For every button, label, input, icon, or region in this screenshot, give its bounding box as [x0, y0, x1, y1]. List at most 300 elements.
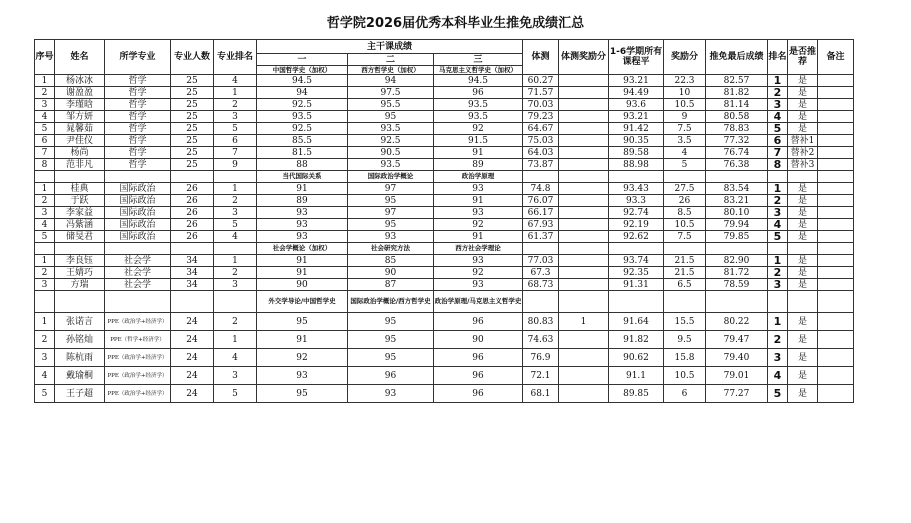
- cell-major-rank: 5: [214, 219, 257, 231]
- course-name: 国际政治学概论/西方哲学史: [348, 291, 434, 313]
- cell-major-rank: 1: [214, 255, 257, 267]
- cell-gpa: 93.6: [609, 99, 664, 111]
- cell-rank: 1: [768, 183, 788, 195]
- cell-bonus: 27.5: [664, 183, 706, 195]
- cell-course-2: 97.5: [348, 87, 434, 99]
- cell-major: PPE（政治学+经济学）: [105, 385, 171, 403]
- cell-seq: 2: [35, 331, 55, 349]
- cell-gpa: 91.64: [609, 313, 664, 331]
- cell-name: 谢盈盈: [55, 87, 105, 99]
- cell-major-rank: 9: [214, 159, 257, 171]
- cell-major: PPE（政治学+经济学）: [105, 313, 171, 331]
- cell-course-1: 88: [257, 159, 348, 171]
- cell-pe-bonus: [559, 279, 609, 291]
- blank-cell: [788, 243, 818, 255]
- blank-cell: [214, 171, 257, 183]
- cell-course-2: 85: [348, 255, 434, 267]
- course-name: 社会学概论（加权）: [257, 243, 348, 255]
- blank-cell: [768, 291, 788, 313]
- header-final: 推免最后成绩: [706, 40, 768, 75]
- cell-course-3: 92: [434, 267, 523, 279]
- cell-seq: 6: [35, 135, 55, 147]
- cell-rank: 4: [768, 367, 788, 385]
- cell-course-2: 93: [348, 385, 434, 403]
- cell-course-3: 91: [434, 231, 523, 243]
- cell-course-3: 96: [434, 313, 523, 331]
- course-name: 外交学导论/中国哲学史: [257, 291, 348, 313]
- header-name: 姓名: [55, 40, 105, 75]
- cell-major-count: 25: [171, 147, 214, 159]
- cell-recommended: 是: [788, 231, 818, 243]
- cell-recommended: 是: [788, 219, 818, 231]
- cell-bonus: 10.5: [664, 219, 706, 231]
- blank-cell: [768, 243, 788, 255]
- cell-course-3: 91: [434, 195, 523, 207]
- cell-course-2: 93: [348, 231, 434, 243]
- cell-seq: 2: [35, 195, 55, 207]
- blank-cell: [664, 171, 706, 183]
- cell-pe: 60.27: [523, 75, 559, 87]
- cell-gpa: 94.49: [609, 87, 664, 99]
- blank-cell: [768, 171, 788, 183]
- cell-course-1: 91: [257, 267, 348, 279]
- cell-seq: 4: [35, 111, 55, 123]
- cell-final: 82.57: [706, 75, 768, 87]
- cell-recommended: 是: [788, 349, 818, 367]
- cell-course-1: 93: [257, 207, 348, 219]
- cell-recommended: 是: [788, 195, 818, 207]
- cell-final: 79.01: [706, 367, 768, 385]
- header-rank: 排名: [768, 40, 788, 75]
- cell-rank: 4: [768, 219, 788, 231]
- cell-pe: 70.03: [523, 99, 559, 111]
- cell-major: PPE（哲学+经济学）: [105, 331, 171, 349]
- cell-major: 社会学: [105, 267, 171, 279]
- cell-remark: [818, 231, 854, 243]
- cell-major-rank: 3: [214, 367, 257, 385]
- cell-rank: 5: [768, 123, 788, 135]
- course-name: 西方社会学理论: [434, 243, 523, 255]
- cell-recommended: 是: [788, 207, 818, 219]
- cell-course-2: 90.5: [348, 147, 434, 159]
- cell-recommended: 是: [788, 385, 818, 403]
- cell-course-3: 96: [434, 385, 523, 403]
- cell-major-count: 25: [171, 111, 214, 123]
- cell-pe-bonus: [559, 159, 609, 171]
- cell-major-count: 34: [171, 255, 214, 267]
- header-course-1: 一: [257, 54, 348, 66]
- cell-course-1: 93: [257, 367, 348, 385]
- cell-pe: 74.8: [523, 183, 559, 195]
- cell-name: 冯紫涵: [55, 219, 105, 231]
- cell-major-rank: 3: [214, 207, 257, 219]
- cell-pe: 79.23: [523, 111, 559, 123]
- cell-pe-bonus: 1: [559, 313, 609, 331]
- cell-bonus: 7.5: [664, 123, 706, 135]
- cell-recommended: 是: [788, 367, 818, 385]
- cell-course-2: 95: [348, 219, 434, 231]
- cell-bonus: 22.3: [664, 75, 706, 87]
- blank-cell: [55, 243, 105, 255]
- cell-major-count: 25: [171, 159, 214, 171]
- blank-cell: [35, 171, 55, 183]
- cell-name: 孙铭灿: [55, 331, 105, 349]
- course-subheader-row: [35, 243, 854, 255]
- cell-course-3: 93: [434, 255, 523, 267]
- cell-seq: 4: [35, 367, 55, 385]
- cell-recommended: 是: [788, 75, 818, 87]
- cell-remark: [818, 267, 854, 279]
- cell-course-1: 81.5: [257, 147, 348, 159]
- cell-final: 79.47: [706, 331, 768, 349]
- cell-seq: 3: [35, 279, 55, 291]
- cell-course-1: 91: [257, 255, 348, 267]
- cell-major-count: 26: [171, 207, 214, 219]
- cell-rank: 2: [768, 195, 788, 207]
- cell-course-1: 89: [257, 195, 348, 207]
- header-recommended: 是否推荐: [788, 40, 818, 75]
- cell-final: 80.22: [706, 313, 768, 331]
- table-row: [35, 349, 854, 367]
- cell-seq: 5: [35, 385, 55, 403]
- course-subheader-row: [35, 171, 854, 183]
- cell-bonus: 15.5: [664, 313, 706, 331]
- cell-course-3: 92: [434, 219, 523, 231]
- cell-gpa: 93.21: [609, 75, 664, 87]
- cell-major: 国际政治: [105, 183, 171, 195]
- cell-pe-bonus: [559, 385, 609, 403]
- blank-cell: [523, 291, 559, 313]
- cell-name: 张诺言: [55, 313, 105, 331]
- cell-pe: 77.03: [523, 255, 559, 267]
- cell-pe-bonus: [559, 267, 609, 279]
- cell-major-count: 26: [171, 219, 214, 231]
- cell-pe-bonus: [559, 123, 609, 135]
- cell-seq: 3: [35, 207, 55, 219]
- blank-cell: [818, 171, 854, 183]
- blank-cell: [105, 243, 171, 255]
- table-row: [35, 255, 854, 267]
- cell-rank: 3: [768, 279, 788, 291]
- cell-pe-bonus: [559, 219, 609, 231]
- cell-name: 范非凡: [55, 159, 105, 171]
- blank-cell: [664, 243, 706, 255]
- cell-name: 王婧巧: [55, 267, 105, 279]
- cell-final: 79.40: [706, 349, 768, 367]
- blank-cell: [105, 171, 171, 183]
- cell-seq: 2: [35, 267, 55, 279]
- cell-final: 77.32: [706, 135, 768, 147]
- header-major: 所学专业: [105, 40, 171, 75]
- cell-bonus: 9: [664, 111, 706, 123]
- cell-course-3: 94.5: [434, 75, 523, 87]
- cell-remark: [818, 313, 854, 331]
- cell-recommended: 替补1: [788, 135, 818, 147]
- cell-bonus: 4: [664, 147, 706, 159]
- blank-cell: [171, 291, 214, 313]
- cell-pe: 74.63: [523, 331, 559, 349]
- cell-course-1: 95: [257, 385, 348, 403]
- cell-course-1: 92.5: [257, 123, 348, 135]
- cell-rank: 5: [768, 231, 788, 243]
- cell-name: 方瑞: [55, 279, 105, 291]
- cell-course-1: 92.5: [257, 99, 348, 111]
- header-pe: 体测: [523, 40, 559, 75]
- cell-gpa: 89.85: [609, 385, 664, 403]
- table-row: [35, 123, 854, 135]
- cell-final: 76.38: [706, 159, 768, 171]
- cell-gpa: 92.62: [609, 231, 664, 243]
- blank-cell: [664, 291, 706, 313]
- cell-course-1: 85.5: [257, 135, 348, 147]
- table-row: [35, 75, 854, 87]
- cell-course-2: 93.5: [348, 159, 434, 171]
- header-main-courses: 主干课成绩: [257, 40, 523, 54]
- cell-pe-bonus: [559, 99, 609, 111]
- cell-major-rank: 2: [214, 99, 257, 111]
- course-name: 当代国际关系: [257, 171, 348, 183]
- cell-bonus: 6.5: [664, 279, 706, 291]
- course-name: 国际政治学概论: [348, 171, 434, 183]
- table-row: [35, 135, 854, 147]
- table-row: [35, 207, 854, 219]
- cell-course-2: 92.5: [348, 135, 434, 147]
- cell-major-count: 24: [171, 385, 214, 403]
- cell-seq: 1: [35, 75, 55, 87]
- cell-pe: 67.93: [523, 219, 559, 231]
- cell-pe: 61.37: [523, 231, 559, 243]
- cell-major: 社会学: [105, 279, 171, 291]
- cell-pe: 76.9: [523, 349, 559, 367]
- course-subheader-row: [35, 291, 854, 313]
- blank-cell: [559, 243, 609, 255]
- cell-pe: 66.17: [523, 207, 559, 219]
- cell-name: 储旻君: [55, 231, 105, 243]
- cell-major-rank: 6: [214, 135, 257, 147]
- cell-name: 李瑾晗: [55, 99, 105, 111]
- cell-bonus: 10.5: [664, 99, 706, 111]
- cell-course-1: 94.5: [257, 75, 348, 87]
- cell-seq: 7: [35, 147, 55, 159]
- cell-course-2: 95: [348, 111, 434, 123]
- cell-major-rank: 1: [214, 331, 257, 349]
- cell-rank: 8: [768, 159, 788, 171]
- cell-pe-bonus: [559, 195, 609, 207]
- cell-course-1: 93: [257, 231, 348, 243]
- header-pe-bonus: 体测奖励分: [559, 40, 609, 75]
- cell-course-2: 95.5: [348, 99, 434, 111]
- cell-remark: [818, 147, 854, 159]
- cell-name: 晁馨茹: [55, 123, 105, 135]
- cell-remark: [818, 331, 854, 349]
- cell-course-1: 91: [257, 331, 348, 349]
- cell-pe-bonus: [559, 331, 609, 349]
- cell-remark: [818, 279, 854, 291]
- table-row: [35, 367, 854, 385]
- cell-pe-bonus: [559, 75, 609, 87]
- cell-major-count: 26: [171, 231, 214, 243]
- cell-gpa: 92.35: [609, 267, 664, 279]
- blank-cell: [35, 291, 55, 313]
- cell-final: 77.27: [706, 385, 768, 403]
- cell-remark: [818, 385, 854, 403]
- cell-final: 78.59: [706, 279, 768, 291]
- header-remark: 备注: [818, 40, 854, 75]
- cell-gpa: 91.82: [609, 331, 664, 349]
- cell-bonus: 26: [664, 195, 706, 207]
- table-row: [35, 111, 854, 123]
- cell-course-2: 95: [348, 313, 434, 331]
- cell-final: 83.21: [706, 195, 768, 207]
- cell-bonus: 21.5: [664, 255, 706, 267]
- course-name: 社会研究方法: [348, 243, 434, 255]
- cell-name: 尹佳仪: [55, 135, 105, 147]
- cell-major-rank: 5: [214, 385, 257, 403]
- cell-major-count: 24: [171, 331, 214, 349]
- cell-major-count: 25: [171, 123, 214, 135]
- cell-recommended: 是: [788, 331, 818, 349]
- cell-major: 哲学: [105, 147, 171, 159]
- cell-course-3: 96: [434, 367, 523, 385]
- cell-bonus: 9.5: [664, 331, 706, 349]
- cell-course-3: 90: [434, 331, 523, 349]
- cell-gpa: 88.98: [609, 159, 664, 171]
- cell-course-1: 95: [257, 313, 348, 331]
- cell-recommended: 是: [788, 255, 818, 267]
- cell-remark: [818, 255, 854, 267]
- cell-gpa: 91.31: [609, 279, 664, 291]
- cell-seq: 8: [35, 159, 55, 171]
- cell-gpa: 93.21: [609, 111, 664, 123]
- cell-name: 杨尚: [55, 147, 105, 159]
- blank-cell: [171, 171, 214, 183]
- cell-gpa: 91.1: [609, 367, 664, 385]
- cell-remark: [818, 123, 854, 135]
- cell-rank: 6: [768, 135, 788, 147]
- cell-pe-bonus: [559, 255, 609, 267]
- cell-major: 哲学: [105, 123, 171, 135]
- blank-cell: [706, 171, 768, 183]
- cell-course-3: 89: [434, 159, 523, 171]
- cell-major-count: 25: [171, 135, 214, 147]
- cell-course-3: 93.5: [434, 99, 523, 111]
- blank-cell: [559, 171, 609, 183]
- cell-name: 杨冰冰: [55, 75, 105, 87]
- cell-remark: [818, 87, 854, 99]
- blank-cell: [171, 243, 214, 255]
- score-table: [34, 39, 854, 403]
- cell-final: 79.85: [706, 231, 768, 243]
- cell-course-3: 93: [434, 183, 523, 195]
- cell-rank: 2: [768, 87, 788, 99]
- cell-rank: 2: [768, 331, 788, 349]
- cell-seq: 3: [35, 99, 55, 111]
- header-major-rank: 专业排名: [214, 40, 257, 75]
- cell-pe: 76.07: [523, 195, 559, 207]
- cell-gpa: 90.62: [609, 349, 664, 367]
- cell-major: 哲学: [105, 75, 171, 87]
- table-row: [35, 331, 854, 349]
- cell-bonus: 5: [664, 159, 706, 171]
- table-row: [35, 231, 854, 243]
- cell-course-1: 93: [257, 219, 348, 231]
- cell-bonus: 15.8: [664, 349, 706, 367]
- blank-cell: [706, 291, 768, 313]
- table-row: [35, 99, 854, 111]
- cell-remark: [818, 195, 854, 207]
- cell-major-count: 24: [171, 313, 214, 331]
- cell-rank: 5: [768, 385, 788, 403]
- cell-seq: 2: [35, 87, 55, 99]
- cell-course-2: 90: [348, 267, 434, 279]
- course-name: 马克思主义哲学史（加权）: [434, 66, 523, 75]
- cell-major: 国际政治: [105, 231, 171, 243]
- cell-remark: [818, 349, 854, 367]
- cell-course-3: 93: [434, 207, 523, 219]
- cell-major: 哲学: [105, 111, 171, 123]
- table-row: [35, 195, 854, 207]
- page-title: 哲学院2026届优秀本科毕业生推免成绩汇总: [326, 16, 585, 31]
- cell-recommended: 替补2: [788, 147, 818, 159]
- table-row: [35, 279, 854, 291]
- cell-gpa: 93.3: [609, 195, 664, 207]
- cell-bonus: 3.5: [664, 135, 706, 147]
- cell-rank: 2: [768, 267, 788, 279]
- cell-recommended: 是: [788, 87, 818, 99]
- cell-major: 哲学: [105, 87, 171, 99]
- cell-course-2: 96: [348, 367, 434, 385]
- cell-major-rank: 1: [214, 183, 257, 195]
- cell-course-1: 93.5: [257, 111, 348, 123]
- cell-bonus: 10.5: [664, 367, 706, 385]
- cell-final: 78.83: [706, 123, 768, 135]
- cell-recommended: 是: [788, 183, 818, 195]
- cell-course-2: 95: [348, 349, 434, 367]
- cell-pe: 75.03: [523, 135, 559, 147]
- cell-course-2: 87: [348, 279, 434, 291]
- cell-course-2: 95: [348, 195, 434, 207]
- cell-rank: 1: [768, 255, 788, 267]
- cell-major-count: 25: [171, 87, 214, 99]
- cell-major: 哲学: [105, 135, 171, 147]
- course-name: 西方哲学史（加权）: [348, 66, 434, 75]
- cell-course-3: 92: [434, 123, 523, 135]
- cell-rank: 1: [768, 75, 788, 87]
- cell-course-3: 96: [434, 349, 523, 367]
- cell-final: 82.90: [706, 255, 768, 267]
- header-course-3: 三: [434, 54, 523, 66]
- blank-cell: [609, 291, 664, 313]
- cell-final: 79.94: [706, 219, 768, 231]
- cell-pe-bonus: [559, 231, 609, 243]
- cell-gpa: 93.43: [609, 183, 664, 195]
- cell-name: 李良钰: [55, 255, 105, 267]
- cell-remark: [818, 99, 854, 111]
- table-row: [35, 267, 854, 279]
- cell-major: 国际政治: [105, 195, 171, 207]
- blank-cell: [105, 291, 171, 313]
- cell-final: 80.58: [706, 111, 768, 123]
- course-name: 政治学原理/马克思主义哲学史: [434, 291, 523, 313]
- cell-course-2: 93.5: [348, 123, 434, 135]
- cell-course-2: 97: [348, 207, 434, 219]
- cell-pe: 80.83: [523, 313, 559, 331]
- cell-remark: [818, 75, 854, 87]
- cell-course-3: 91: [434, 147, 523, 159]
- cell-major: 社会学: [105, 255, 171, 267]
- blank-cell: [818, 243, 854, 255]
- cell-major-rank: 2: [214, 195, 257, 207]
